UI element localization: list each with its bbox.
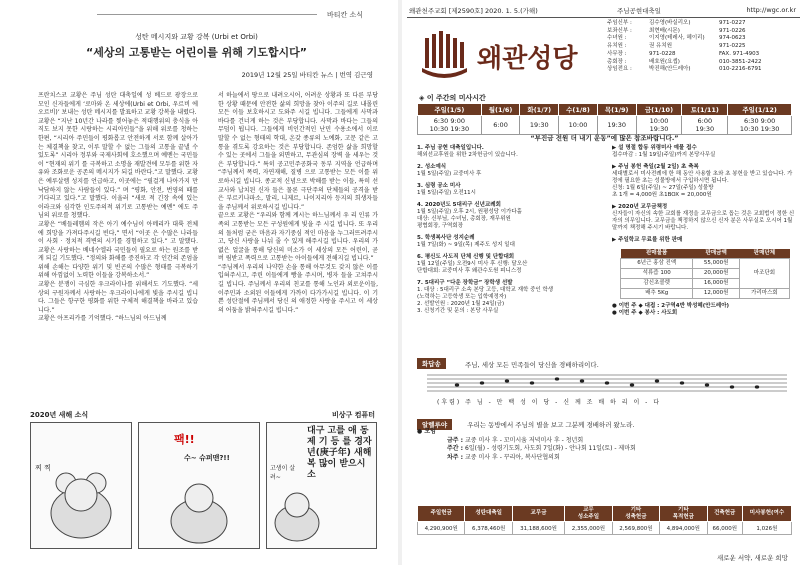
liturgical-day: 주님공현대축일 xyxy=(617,7,661,15)
staff-row: 주임신부 : 김수영(바실리오) 971-0227 xyxy=(607,20,746,26)
mass-time: 6:00 xyxy=(481,116,520,135)
psalm-lyric: (후렴) 주 님 - 만 백 성 이 당 - 신 께 조 배 하 리 이 - 다 xyxy=(437,399,662,406)
announcements-right xyxy=(612,145,797,317)
article-column-2 xyxy=(218,92,378,315)
cartoon-bubble: 수~ 슈퍼맨?!! xyxy=(184,454,230,462)
table-row: 배추 5Kg 12,000원 가리마스회 xyxy=(621,289,790,299)
meetings-title: ● 모임 xyxy=(417,428,436,435)
meeting-row: 주간 : 6일(월) - 성령기도회, 사도회 7일(화) - 안나회 11일(토) - 제마회 xyxy=(447,445,636,452)
announcement: 5. 학생복사단 성지순례 1월 7일(화) ~ 9일(목) 제주도 성지 일대 xyxy=(417,235,515,248)
paragraph: 프란치스코 교황은 주님 성탄 대축일에 성 베드로 광장으로 모인 신자들에게 ‘로마와 온 세상에(Urbi et Orbi, 우르비 에 오르비)’ 보내는 성탄 메시지를 발표하고 교황 강복을 내렸다. xyxy=(38,92,198,117)
psalm-label: 화답송 xyxy=(417,358,446,369)
mass-time: 10:00 19:30 xyxy=(636,116,682,135)
announcement: ▶ 주일학교 무료를 위한 판매 xyxy=(612,237,683,243)
mass-time: 6:30 9:00 10:30 19:30 xyxy=(728,116,792,135)
mass-time: 6:30 9:00 10:30 19:30 xyxy=(418,116,482,135)
schedule-heading: ◈ 이 주간의 미사시간 xyxy=(419,94,486,102)
cartoon-panel-2 xyxy=(138,422,260,549)
campaign-banner: “부진금 전원 더 내기 운동”에 많은 참조바랍니다.” xyxy=(530,134,679,142)
responsorial-psalm xyxy=(417,357,792,407)
cartoon-panel-1 xyxy=(30,422,132,549)
cartoon-bubble: 고생이 살려~ xyxy=(270,465,296,481)
mass-time: 19:30 xyxy=(520,116,559,135)
left-page xyxy=(0,0,393,565)
day-header: 금(1/10) xyxy=(636,104,682,116)
article-byline: 2019년 12월 25일 바티칸 뉴스 | 번역 김근영 xyxy=(241,71,373,79)
staff-row: 총회장 : 배호원(요셉) 010-3851-2422 xyxy=(607,58,762,65)
paragraph: 끝으로 교황은 “우리와 함께 계시는 하느님께서 우 리 인류 가족의 고통받는 모든 구성원에게 빛을 주 시길 빕니다. 또 우리의 돌처럼 굳은 마음과 자기중심 적인 마음을 누그러뜨려주시고, 당신 사랑을 나눠 줄 수 있게 해주시길 빕니다. 우리의 가엾은 얼굴을 통해 당신의 미소가 이 세상의 모든 어린이, 곧 버 림받고 폭력으로 고통받는 아이들에게 전해지길 빕니다.” xyxy=(218,212,378,263)
cartoon-side-text: 찌 찍 xyxy=(35,464,51,472)
cartoon-strip xyxy=(30,410,375,550)
cartoon-bubble: 대구 고를 애 동 제 기 등 를 경자년(庚子年) 새해 복 많이 받으시소 xyxy=(307,426,372,480)
psalm-text: 주님, 세상 모든 민족들이 당신을 경배하리이다. xyxy=(465,361,599,369)
mass-time: 6:00 19:30 xyxy=(682,116,728,135)
masthead xyxy=(407,6,800,18)
page-gutter xyxy=(398,0,402,565)
music-staff xyxy=(427,373,787,393)
day-header: 주일(1/5) xyxy=(418,104,482,116)
mass-time: 10:00 xyxy=(559,116,598,135)
meetings-section xyxy=(417,428,792,462)
section-label: 바티칸 소식 xyxy=(326,11,363,19)
issue-info: 왜관천주교회 [제2590호] 2020. 1. 5.(가해) xyxy=(409,7,538,15)
paragraph: 교황은 “베들레헴의 작은 아기 예수님이 아메리카 대륙 전체에 희망을 가져다주시길 빈다,” 면서 “이곳 은 수많은 나라들이 사회 · 정치적 격변의 시기를 경험하고 있다.” 고 말했다. 교황은 사랑하는 베네수엘라 국민들이 필요로 하는 원조를 받게 되길 기도했다. “정의와 화해를 증진하고 각 인간의 존엄을 위해 손해는 다양한 위기 및 빈곤의 수많은 형태를 극복하기 위해 아낌없이 노력한 이들을 강복하소서.” xyxy=(38,220,198,280)
mouse-illustration xyxy=(31,423,131,548)
right-page xyxy=(407,0,800,565)
staff-directory xyxy=(607,20,797,74)
announcement: ▶ 설 명절 합동 위령미사 예물 접수 접수마감 : 1월 19일(주일)까지 본당사무실 xyxy=(612,145,716,158)
meeting-row: 차주 : 교중 미사 후 - 꾸리아, 복사단협의회 xyxy=(447,453,560,461)
day-header: 목(1/9) xyxy=(597,104,636,116)
announcements-left xyxy=(417,145,607,320)
article-subtitle: 성탄 메시지와 교황 강복 (Urbi et Orbi) xyxy=(135,33,258,41)
church-logo xyxy=(417,28,582,88)
table-row: 6년근 홍삼 진액 55,000원 마조단회 xyxy=(621,259,790,269)
announcement: 4. 2020년도 5대리구 신년교례회 1월 5일(주일) 오후 2시, 원평성당 이가다홀 대상: 신부님, 수녀님, 총회장, 재무위원 평협회장, 구역회장 xyxy=(417,202,522,229)
staff-row: 보좌신부 : 최현배(시몬) 971-0226 xyxy=(607,27,746,34)
church-name: 왜관성당 xyxy=(477,44,578,74)
cartoon-bubble: 팩!! xyxy=(174,433,195,446)
paragraph: 서 하늘에서 땅으로 내려오시어, 어려운 상황과 또 다른 부당한 상황 때문에 안전한 삶의 희망을 찾아 이주의 길로 내몰린 모든 이들 보호하시고 도와주 시길 빕니다. 그들에게 사막과 바다를 건너게 하는 것은 부당합니다. 사막과 바다는 그들의 무덤이 됩니다. 그들에게 비인간적인 난민 수용소에서 이로 말할 수 없는 형태의 학대, 온갖 종류의 노예화, 고문 같은 고통을 겪도록 강요하는 것은 부당합니다. 존엄한 삶을 희망할 수 있는 곳에서 그들을 외면하고, 무관심의 장벽 을 세우는 것은 부당합니다.” 특히 공고민주공화국 동부 지역을 언급하며 “주님께서 폭력, 자연재해, 질병 으로 고통받는 모든 이를 위로하시길 빕니다. 종교적 신념으로 박해를 받는 이들, 특히 선교사와 납치된 신자 들은 물론 극단주의 단체들의 공격을 받은 부르키나파소, 말리, 니제르, 나이지리아 등지의 희생자들을 주님께서 위로하시길 빕니다.” xyxy=(218,92,378,211)
day-header: 월(1/6) xyxy=(481,104,520,116)
announcement: ▶ 2020년 교무금책정 신자들이 자신의 속한 교회를 재정을 교무금으로 돕는 것은 교회법이 정한 신자의 의무입니다. 교무금을 책정하지 않으신 신자 분은 사무실로 오시어 1월 말까지 책정해 주시기 바랍니다. xyxy=(612,204,795,231)
table-row: 석류즙 100 20,000원 xyxy=(621,269,790,279)
paragraph: “주님께서 우리의 나약한 손을 통해 아무것도 갖지 않은 이를 입혀주시고, 주린 이들에게 빵을 주시며, 병자 들을 고쳐주시길 빕니다. 주님께서 우리의 친교를 통해 노인과 외로운이들, 이주민과 소외된 이들에게 가까이 다가가시길 빕니다. 이 기쁜 성탄절에 주님께서 당신 의 애정한 사랑을 주시고 이 세상의 어둠을 밝혀주시길 빕니다.” xyxy=(218,263,378,314)
article-title: “세상의 고통받는 어린이를 위해 기도합시다” xyxy=(85,46,308,59)
paragraph: 교황은 아프리카를 기억했다. “하느님의 아드님께 xyxy=(38,315,167,323)
alleluia-text: 우리는 동방에서 주님의 별을 보고 그분께 경배하러 왔노라. xyxy=(467,421,635,429)
staff-row: 수녀원 : 이지영(테레사, 헤이리) 974-0623 xyxy=(607,35,746,42)
staff-row: 상임전요 : 박진해(안드레아) 010-2216-6791 xyxy=(607,66,762,73)
day-header: 주일(1/12) xyxy=(728,104,792,116)
staff-row: 유치원 : 권 유치원 971-0225 xyxy=(607,43,746,50)
day-header: 수(1/8) xyxy=(559,104,598,116)
cartoon-author: 비상구 컴퓨터 xyxy=(331,411,375,419)
table-row: 감신초콜렛 16,000원 xyxy=(621,279,790,289)
finance-table: 주일헌금 성탄대축일 교무금 교무 성소주일 기타 성축헌금 기타 목적헌금 건축헌금 미사봉헌(여수 4,290,900원 6,378,460원 31,188,600원 2,355,000원 2,569,800원 4,894,000원 66,000원 1,026원 xyxy=(417,505,792,535)
mass-time: 19:30 xyxy=(597,116,636,135)
alleluia-label: 알렐루야 xyxy=(417,419,452,430)
announcement: 1. 주님 공현 대축일입니다. 해외선교후원을 위한 2차헌금이 있습니다. xyxy=(417,145,518,158)
announcement: 6. 평신도 사도직 단체 신행 및 단합대회 1월 12일(주일) 오전9시 미사 후 신행: 달오산 단합대회: 교중미사 후 왜관수도원 피니스정 xyxy=(417,254,528,274)
cartoon-panel-3 xyxy=(266,422,377,549)
announcement: 2. 성소예식 1월 5일(주일) 교중미사 후 xyxy=(417,164,482,177)
cartoon-title: 2020년 새해 소식 xyxy=(30,411,89,419)
mouse-illustration xyxy=(139,423,259,548)
paragraph: 교황은 분쟁이 극심한 우크라이나를 위해서도 기도했다. “세상의 구원자께서 사랑하는 우크라이나에게 빛을 주시길 빕니다. 그들은 항구한 평화를 위한 구체적 해결책을 바라고 있습니다.” xyxy=(38,281,198,314)
website-url: http://wgc.or.kr xyxy=(746,6,796,14)
announcement: 3. 심령 공소 미사 1월 5일(주일) 오전11시 xyxy=(417,183,476,196)
article-column-1 xyxy=(38,92,198,324)
day-header: 토(1/11) xyxy=(682,104,728,116)
duty-row: ● 이번 주 ◆ 대접 : 2구역4반 박성혜(안드레아) xyxy=(612,303,730,309)
announcement: 7. 5대리구 “다운 장학금” 장학생 선발 1. 대상 : 5대리구 소속 본당 고등, 대학교 재학 중인 학생 (노력하는 고등학생 또는 입학예정자) 2. 선발인원 : 2020년 1월 24일(금) 3. 신청기간 및 문의 : 본당 사무실 xyxy=(417,280,554,314)
announcement: ▶ 주님 봉헌 축일(2월 2일) 초 축복 세대별로서 미사전례에 한 해 동안 사용할 초와 초 봉헌을 받고 있습니다. 가정에 필요한 초는 성물방에서 구입하시면 됩니다. 신청: 1월 6일(주일) ~ 27일(주일) 성물방 초 1개 = 4,000원 초1BOX = 20,000원 xyxy=(612,164,793,198)
mass-schedule-table xyxy=(417,103,792,135)
meeting-row: 금주 : 교중 미사 후 - 꼬미시움 저녁미사 후 - 청년회 xyxy=(447,436,584,444)
organ-pipe-icon xyxy=(417,28,472,83)
footer-slogan: 새로운 서약, 새로운 희망 xyxy=(716,554,788,562)
duty-row: ● 이번 주 ◆ 봉사 : 사도회 xyxy=(612,310,678,316)
table-row: 4,290,900원 6,378,460원 31,188,600원 2,355,000원 2,569,800원 4,894,000원 66,000원 1,026원 xyxy=(418,522,792,535)
sales-table: 판매물품 판매금액 판매단체 6년근 홍삼 진액 55,000원 마조단회 석류즙 100 20,000원 감신초콜렛 16,000원 배추 5Kg 12,000원 가리마스회 xyxy=(620,249,790,299)
paragraph: 교황은 “지난 10년간 나라를 찢어놓은 적대행위의 충식을 아직도 보지 못한 시랑하는 시리아인들”을 위해 위로를 청하는 한편, “시리아 주민들이 평화롭고 안전하게 서로 함께 살아가는 체결책을 찾고, 이루 말할 수 없는 그들의 고통을 끝낼 수 있도록” 시리아 정부와 국제사회에 호소했으며 예멘는 국민들이 “현재의 위기 를 극복하고 소명을 재발견에 모두를 위한 자유와 조화로운 공존의 메시지가 되길 바란다.”고 말했다. 교황은 예루살렘 성지를 언급하고, 이곳에는 “필걸게 나아가지 만 낙담하지 않는 사람들이 있다.” 며 “평화, 안전, 번영의 때를 기다리고 있다.”고 말했다. 이울러 “새로 적 긴장 속에 있는 이라크와 심각한 인도주의적 위기로 고통받는 예멘” 에도 주님의 위로를 청했다. xyxy=(38,117,198,220)
day-header: 화(1/7) xyxy=(520,104,559,116)
staff-row: 사무장 : 971-0228 FAX. 971-4903 xyxy=(607,50,760,57)
